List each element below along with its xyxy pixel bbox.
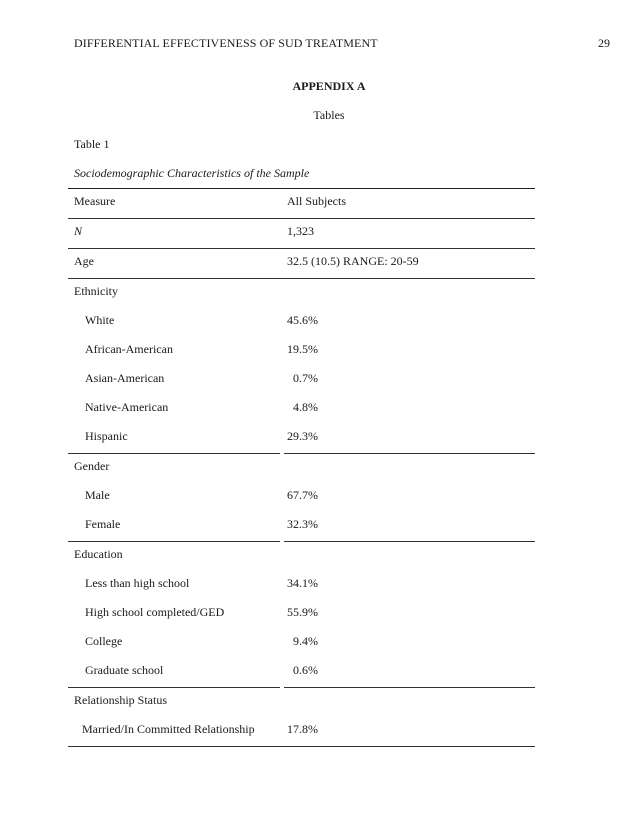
row-label: African-American — [85, 342, 173, 356]
row-label: Married/In Committed Relationship — [82, 722, 255, 736]
row-label: Native-American — [85, 400, 169, 414]
column-header-all-subjects: All Subjects — [287, 194, 346, 208]
appendix-title: APPENDIX A — [292, 79, 366, 93]
row-value: 29.3% — [287, 429, 318, 443]
row-label: Graduate school — [85, 663, 164, 677]
table-row — [68, 717, 535, 746]
section-heading-gender — [68, 454, 535, 483]
table-row — [68, 571, 535, 600]
row-label: High school completed/GED — [85, 605, 225, 619]
row-label: Hispanic — [85, 429, 128, 443]
section-heading: Gender — [74, 459, 110, 473]
table-row — [68, 337, 535, 366]
appendix-subtitle: Tables — [313, 108, 345, 122]
section-heading-ethnicity — [68, 279, 535, 308]
table-label: Table 1 — [74, 137, 110, 151]
running-head: DIFFERENTIAL EFFECTIVENESS OF SUD TREATMENT — [74, 36, 378, 50]
page-number: 29 — [598, 36, 610, 50]
row-value: 4.8% — [293, 400, 318, 414]
row-label: N — [74, 224, 83, 238]
table-header-row — [68, 189, 535, 218]
table-row — [68, 308, 535, 337]
section-heading: Ethnicity — [74, 284, 118, 298]
row-label: White — [85, 313, 115, 327]
row-label: Female — [85, 517, 121, 531]
column-header-measure: Measure — [74, 194, 116, 208]
row-value: 0.6% — [293, 663, 318, 677]
table-bottom-rule — [68, 746, 535, 747]
sociodemographic-table — [68, 188, 535, 747]
section-heading-education — [68, 542, 535, 571]
row-label: Age — [74, 254, 94, 268]
row-label: Asian-American — [85, 371, 165, 385]
table-row — [68, 629, 535, 658]
row-value: 32.3% — [287, 517, 318, 531]
table-row-n — [68, 219, 535, 248]
table-row — [68, 483, 535, 512]
row-value: 34.1% — [287, 576, 318, 590]
table-row — [68, 424, 535, 453]
row-value: 55.9% — [287, 605, 318, 619]
row-value: 1,323 — [287, 224, 314, 238]
table-row — [68, 658, 535, 687]
row-label: Less than high school — [85, 576, 190, 590]
row-value: 17.8% — [287, 722, 318, 736]
table-row — [68, 512, 535, 541]
row-value: 45.6% — [287, 313, 318, 327]
row-label: College — [85, 634, 123, 648]
table-row — [68, 600, 535, 629]
row-value: 67.7% — [287, 488, 318, 502]
table-caption: Sociodemographic Characteristics of the Sample — [74, 166, 310, 180]
row-value: 0.7% — [293, 371, 318, 385]
table-row — [68, 366, 535, 395]
row-value: 32.5 (10.5) RANGE: 20-59 — [287, 254, 419, 268]
row-label: Male — [85, 488, 110, 502]
section-heading-relationship — [68, 688, 535, 717]
table-row-age — [68, 249, 535, 278]
table-row — [68, 395, 535, 424]
section-heading: Relationship Status — [74, 693, 167, 707]
section-heading: Education — [74, 547, 123, 561]
row-value: 19.5% — [287, 342, 318, 356]
row-value: 9.4% — [293, 634, 318, 648]
